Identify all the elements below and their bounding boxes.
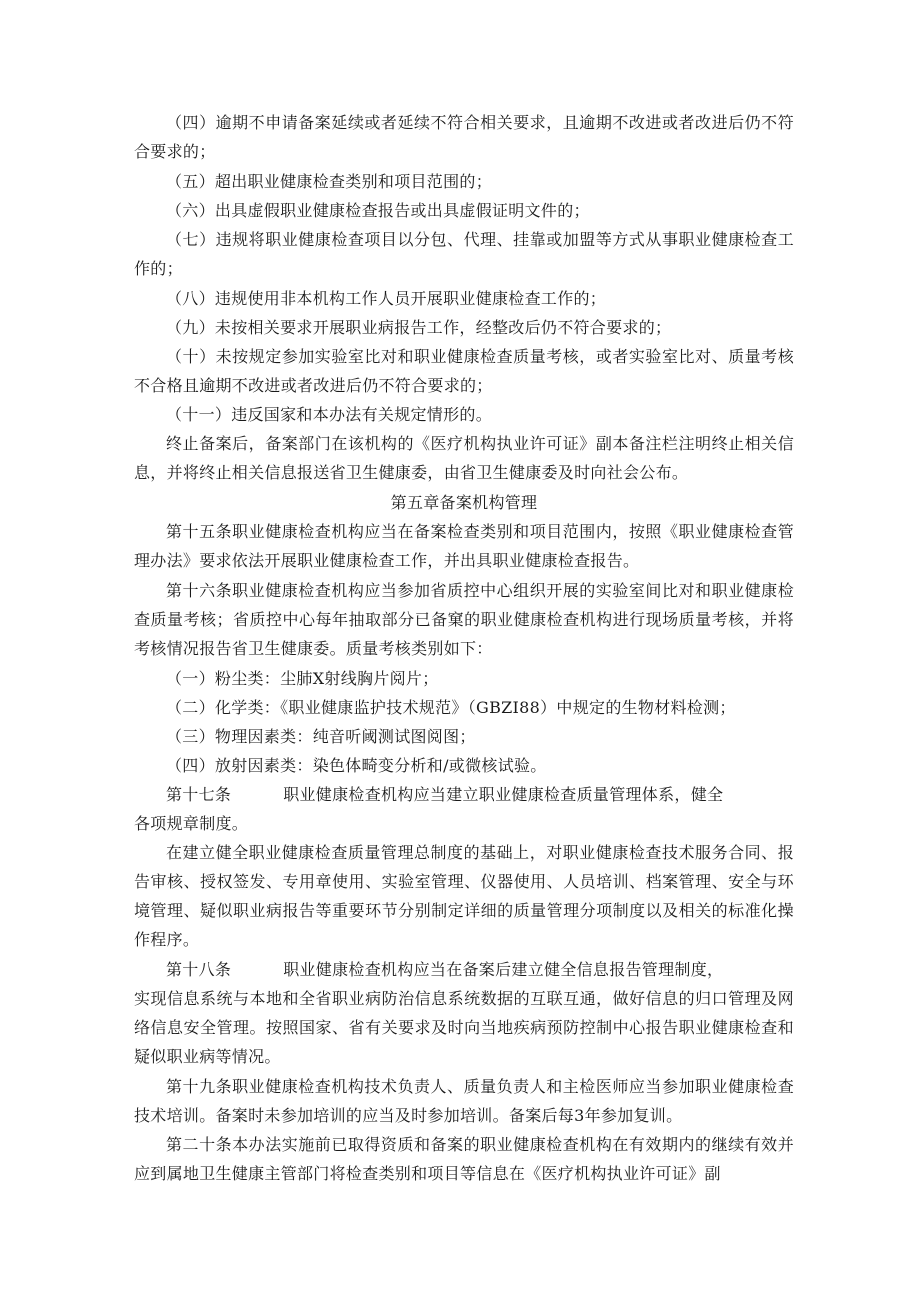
article-17-detail: 在建立健全职业健康检查质量管理总制度的基础上，对职业健康检查技术服务合同、报告审核、授权签发、专用章使用、实验室管理、仪器使用、人员培训、档案管理、安全与环境管理、疑似职业病报告等重要环节分别制定详细的质量管理分项制度以及相关的标准化操作程序。 bbox=[134, 843, 794, 949]
article-16: 第十六条职业健康检查机构应当参加省质控中心组织开展的实验室间比对和职业健康检查质量考核；省质控中心每年抽取部分已备窠的职业健康检查机构进行现场质量考核，并将考核情况报告省卫生健康委。质量考核类别如下： bbox=[134, 581, 794, 658]
article-17-line bbox=[134, 780, 794, 809]
article-19: 第十九条职业健康检查机构技术负责人、质量负责人和主检医师应当参加职业健康检查技术培训。备案时未参加培训的应当及时参加培训。备案后每3年参加复训。 bbox=[134, 1077, 794, 1125]
article-15: 第十五条职业健康检查机构应当在备案检查类别和项目范围内，按照《职业健康检查管理办法》要求依法开展职业健康检查工作，并出具职业健康检查报告。 bbox=[134, 522, 794, 570]
article-18-number: 第十八条 bbox=[166, 960, 232, 979]
paragraph-item-11: （十一）违反国家和本办法有关规定情形的。 bbox=[166, 405, 493, 424]
chapter-heading: 第五章备案机构管理 bbox=[390, 493, 538, 512]
article-17-text: 职业健康检查机构应当建立职业健康检查质量管理体系，健全 bbox=[283, 785, 724, 804]
assessment-item-1: （一）粉尘类：尘肺X射线胸片阅片； bbox=[166, 669, 439, 688]
paragraph-item-6: （六）出具虚假职业健康检查报告或出具虚假证明文件的； bbox=[166, 201, 590, 220]
article-18-text: 职业健康检查机构应当在备案后建立健全信息报告管理制度， bbox=[283, 960, 724, 979]
assessment-item-4: （四）放射因素类：染色体畸变分析和/或微核试验。 bbox=[166, 756, 547, 775]
paragraph-item-9: （九）未按相关要求开展职业病报告工作，经整改后仍不符合要求的； bbox=[166, 318, 672, 337]
paragraph-item-7: （七）违规将职业健康检查项目以分包、代理、挂靠或加盟等方式从事职业健康检查工作的； bbox=[134, 230, 794, 278]
article-18-continuation: 实现信息系统与本地和全省职业病防治信息系统数据的互联互通，做好信息的归口管理及网络信息安全管理。按照国家、省有关要求及时向当地疾病预防控制中心报告职业健康检查和疑似职业病等情况。 bbox=[134, 989, 794, 1066]
paragraph-item-8: （八）违规使用非本机构工作人员开展职业健康检查工作的； bbox=[166, 289, 607, 308]
assessment-item-3: （三）物理因素类：纯音听阈测试图阅图； bbox=[166, 727, 476, 746]
paragraph-item-5: （五）超出职业健康检查类别和项目范围的； bbox=[166, 172, 493, 191]
article-18-line bbox=[134, 955, 794, 984]
assessment-item-2: （二）化学类：《职业健康监护技术规范》（GBZI88）中规定的生物材料检测； bbox=[166, 698, 736, 717]
article-17-continuation: 各项规章制度。 bbox=[134, 814, 249, 833]
paragraph-item-4: （四）逾期不申请备案延续或者延续不符合相关要求，且逾期不改进或者改进后仍不符合要求的； bbox=[134, 113, 794, 161]
paragraph-termination-note: 终止备案后，备案部门在该机构的《医疗机构执业许可证》副本备注栏注明终止相关信息，并将终止相关信息报送省卫生健康委，由省卫生健康委及时向社会公布。 bbox=[134, 434, 794, 482]
paragraph-item-10: （十）未按规定参加实验室比对和职业健康检查质量考核，或者实验室比对、质量考核不合格且逾期不改进或者改进后仍不符合要求的； bbox=[134, 347, 794, 395]
article-17-number: 第十七条 bbox=[166, 785, 232, 804]
article-20: 第二十条本办法实施前已取得资质和备案的职业健康检查机构在有效期内的继续有效并应到属地卫生健康主管部门将检查类别和项目等信息在《医疗机构执业许可证》副 bbox=[134, 1135, 794, 1183]
